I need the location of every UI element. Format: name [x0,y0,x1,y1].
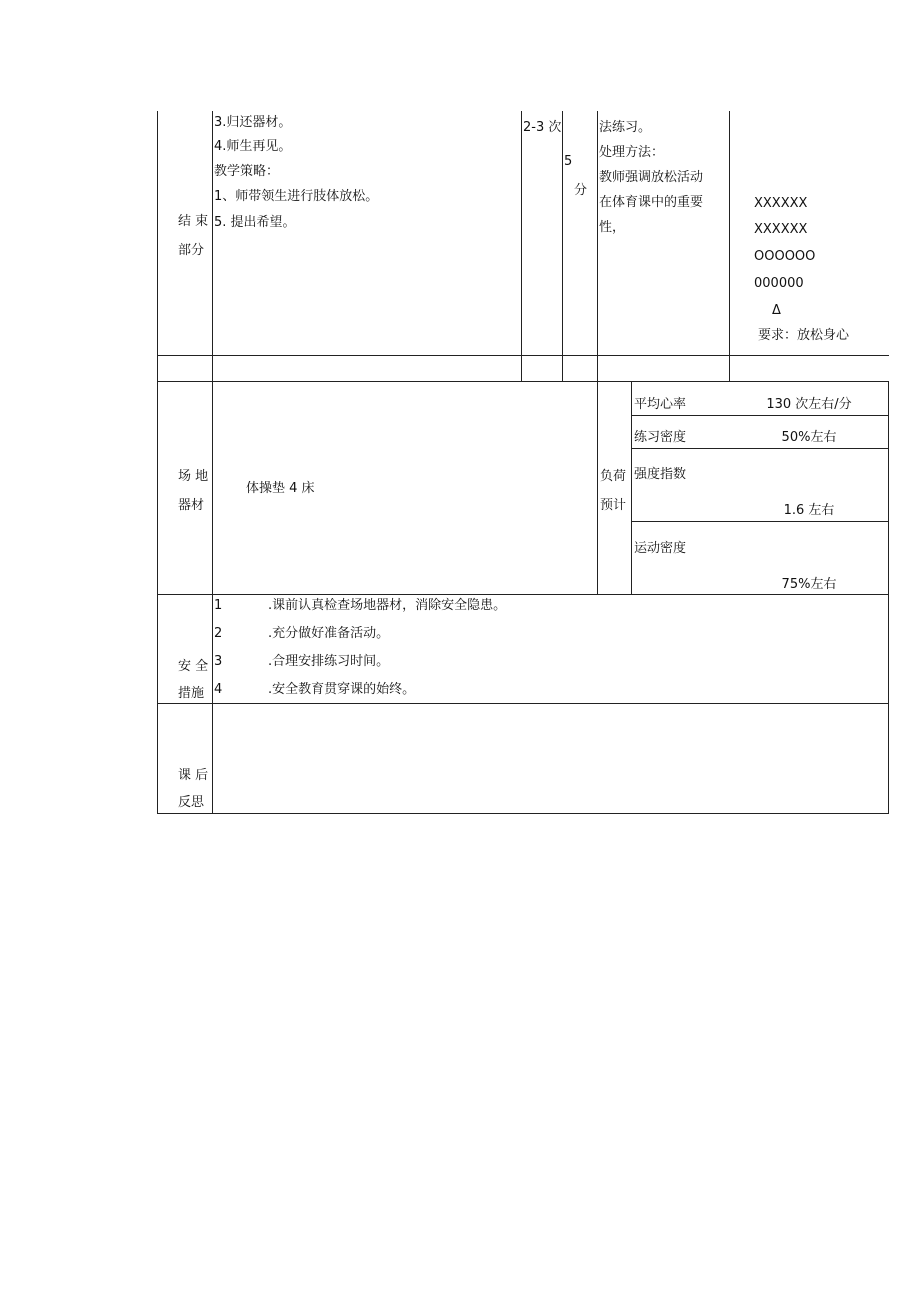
safety-label-line-1: 安 全 [178,659,209,674]
metric-value: 1.6 左右 [783,503,835,518]
rule-right-edge [888,381,889,814]
reflection-label-line-1: 课 后 [178,768,209,783]
closing-content-line: 5. 提出希望。 [214,215,296,230]
formation-row: XXXXXX [754,222,808,237]
metric-name: 运动密度 [634,541,687,556]
rule-metric-1 [631,415,889,416]
venue-label-line-1: 场 地 [178,469,209,484]
metric-name: 强度指数 [634,467,687,482]
metric-name: 平均心率 [634,397,687,412]
closing-times: 2-3 次 [523,120,562,135]
rule-metric-3 [631,521,889,522]
closing-requirement: 要求：放松身心 [758,328,850,343]
load-label-line-1: 负荷 [600,469,627,484]
safety-item-number: 2 [214,626,223,641]
rule-duration-col [597,111,598,595]
safety-item-number: 1 [214,598,223,613]
safety-item-number: 4 [214,682,223,697]
closing-method-line: 性， [599,220,626,235]
safety-item-text: .课前认真检查场地器材，消除安全隐患。 [268,598,507,613]
formation-teacher-marker: Δ [772,303,781,318]
metric-value: 75%左右 [781,577,837,592]
metric-name: 练习密度 [634,430,687,445]
venue-label-line-2: 器材 [178,498,205,513]
closing-label-line-1: 结 束 [178,214,209,229]
safety-item-text: .合理安排练习时间。 [268,654,390,669]
reflection-label-line-2: 反思 [178,795,205,810]
formation-row: OOOOOO [754,249,816,264]
formation-row: XXXXXX [754,196,808,211]
metric-value: 130 次左右/分 [766,397,852,412]
formation-row: 000000 [754,276,804,291]
safety-label-line-2: 措施 [178,686,205,701]
closing-content-line: 3.归还器材。 [214,115,292,130]
rule-load-col [631,381,632,595]
equipment-text: 体操垫 4 床 [246,481,315,496]
safety-item-text: .安全教育贯穿课的始终。 [268,682,416,697]
closing-method-line: 法练习。 [599,120,652,135]
closing-content-line: 4.师生再见。 [214,139,292,154]
rule-label-col [212,111,213,814]
closing-duration-unit: 分 [574,183,588,198]
rule-left-edge [157,111,158,814]
rule-blank-bottom [157,381,889,382]
rule-metric-2 [631,448,889,449]
safety-item-text: .充分做好准备活动。 [268,626,390,641]
closing-duration-number: 5 [564,154,573,169]
rule-venue-bottom [157,594,889,595]
metric-value: 50%左右 [781,430,837,445]
closing-method-line: 处理方法： [599,145,665,160]
closing-method-line: 教师强调放松活动 [599,170,704,185]
rule-safety-bottom [157,703,889,704]
rule-times-col [562,111,563,382]
closing-content-line: 1、师带领生进行肢体放松。 [214,189,379,204]
safety-item-number: 3 [214,654,223,669]
rule-closing-bottom [157,355,889,356]
closing-label-line-2: 部分 [178,243,205,258]
closing-method-line: 在体育课中的重要 [599,195,704,210]
rule-content-col [521,111,522,382]
closing-content-line: 教学策略： [214,164,280,179]
load-label-line-2: 预计 [600,498,627,513]
rule-method-col [729,111,730,382]
rule-table-bottom [157,813,889,814]
